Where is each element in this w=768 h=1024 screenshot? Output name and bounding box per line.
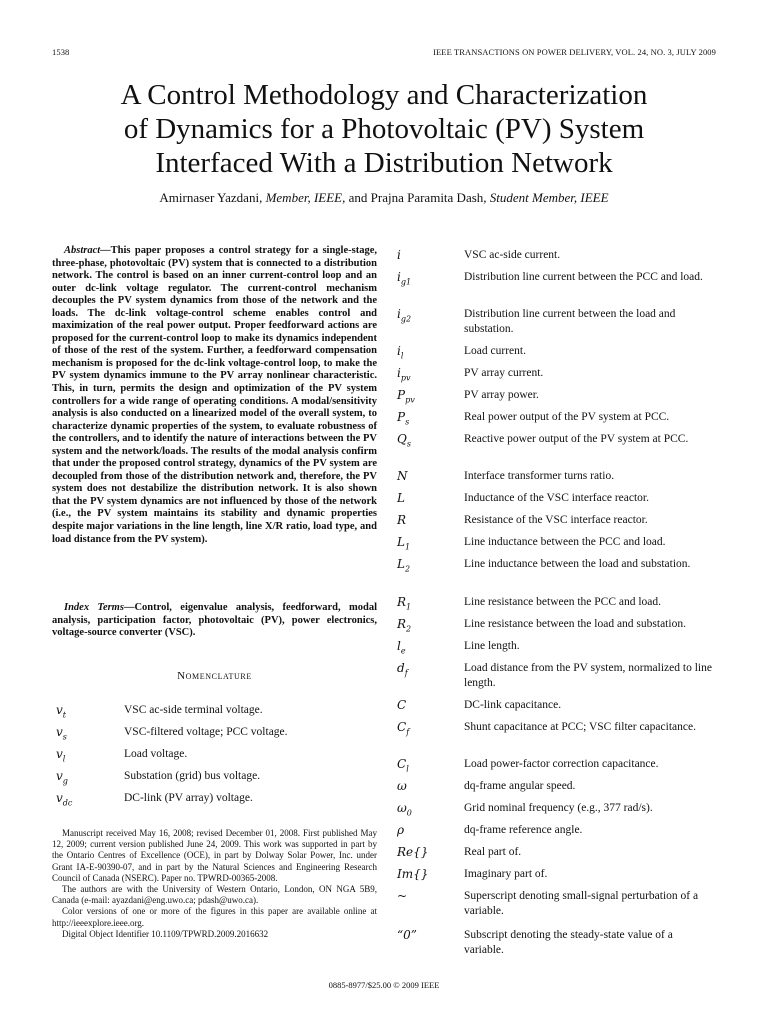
symbol-base: v <box>56 791 63 805</box>
nomenclature-description: Grid nominal frequency (e.g., 377 rad/s). <box>464 802 653 814</box>
symbol-subscript: pv <box>405 395 415 405</box>
nomenclature-symbol <box>56 747 65 766</box>
nomenclature-symbol <box>397 661 408 680</box>
symbol-base: Im{} <box>397 867 429 881</box>
nomenclature-description: Load distance from the PV system, normalized to line length. <box>464 662 712 689</box>
symbol-base: ρ <box>397 823 405 837</box>
nomenclature-description: PV array power. <box>464 389 539 401</box>
symbol-base: N <box>397 469 408 483</box>
symbol-base: i <box>397 344 401 358</box>
nomenclature-symbol <box>397 779 407 794</box>
symbol-base: ω <box>397 779 407 793</box>
author-name: Amirnaser Yazdani, <box>159 190 263 205</box>
author-membership: Student Member, IEEE <box>489 190 609 205</box>
symbol-base: i <box>397 366 401 380</box>
symbol-subscript: t <box>62 710 66 720</box>
symbol-base: P <box>397 410 406 424</box>
nomenclature-symbol <box>397 432 411 451</box>
nomenclature-description: Superscript denoting small-signal perturbation of a variable. <box>464 890 699 917</box>
page-number: 1538 <box>52 47 70 57</box>
nomenclature-description: Resistance of the VSC interface reactor. <box>464 514 648 526</box>
symbol-base: i <box>397 307 401 321</box>
symbol-base: ω <box>397 801 407 815</box>
nomenclature-symbol <box>397 639 406 658</box>
nomenclature-description: Line length. <box>464 640 520 652</box>
symbol-subscript: 2 <box>404 564 411 574</box>
author-name: Prajna Paramita Dash, <box>370 190 487 205</box>
nomenclature-description: Reactive power output of the PV system at PCC. <box>464 433 689 445</box>
nomenclature-description: Shunt capacitance at PCC; VSC filter capacitance. <box>464 721 696 733</box>
symbol-subscript: f <box>406 727 410 737</box>
nomenclature-description: Load current. <box>464 345 526 357</box>
symbol-base: L <box>397 557 405 571</box>
symbol-base: Re{} <box>397 845 429 859</box>
title-line: Interfaced With a Distribution Network <box>155 147 613 179</box>
symbol-base: R <box>397 595 407 609</box>
nomenclature-symbol <box>397 617 411 636</box>
symbol-subscript: 2 <box>406 624 412 634</box>
nomenclature-symbol <box>397 307 411 326</box>
symbol-base: R <box>397 513 407 527</box>
nomenclature-symbol <box>397 388 415 407</box>
symbol-subscript: f <box>404 668 408 678</box>
nomenclature-symbol <box>397 366 410 385</box>
nomenclature-symbol <box>56 769 68 788</box>
symbol-base: P <box>397 388 406 402</box>
nomenclature-symbol <box>397 513 406 528</box>
nomenclature-description: Line inductance between the PCC and load. <box>464 536 666 548</box>
nomenclature-symbol <box>397 248 401 263</box>
nomenclature-symbol <box>397 270 411 289</box>
nomenclature-symbol <box>397 845 428 860</box>
nomenclature-description: Real power output of the PV system at PCC. <box>464 411 670 423</box>
index-terms-text: —Control, eigenvalue analysis, feedforward, modal analysis, participation factor, photovoltaic (PV), power electronics, voltage-source converter (VSC). <box>52 602 377 639</box>
nomenclature-symbol <box>56 725 67 744</box>
nomenclature-symbol <box>397 491 405 506</box>
nomenclature-description: Line resistance between the load and substation. <box>464 618 686 630</box>
nomenclature-description: Interface transformer turns ratio. <box>464 470 615 482</box>
abstract <box>52 245 377 546</box>
symbol-base: C <box>397 698 407 712</box>
nomenclature-description: Subscript denoting the steady-state value of a variable. <box>464 929 673 956</box>
symbol-subscript: g <box>62 776 68 786</box>
symbol-base: ~ <box>397 889 408 903</box>
symbol-subscript: g1 <box>400 277 412 287</box>
nomenclature-description: Real part of. <box>464 846 522 858</box>
symbol-subscript: pv <box>400 373 411 383</box>
nomenclature-description: DC-link capacitance. <box>464 699 562 711</box>
nomenclature-symbol <box>397 698 406 713</box>
symbol-subscript: l <box>400 351 404 361</box>
nomenclature-symbol <box>397 823 404 838</box>
author-membership: Member, IEEE, <box>265 190 346 205</box>
symbol-base: Q <box>397 432 407 446</box>
nomenclature-description: Inductance of the VSC interface reactor. <box>464 492 649 504</box>
nomenclature-description: Line inductance between the load and substation. <box>464 558 691 570</box>
symbol-subscript: s <box>62 732 67 742</box>
abstract-text: —This paper proposes a control strategy for a single-stage, three-phase, photovoltaic (PV) system that is connected to a distribution network. The control is based on an inner current-control loop and an outer dc-link voltage regulator. The current-control mechanism decouples the PV system dynamics from those of the network and the loads. The dc-link voltage-control scheme enables control and maximization of the real power output. Proper feedforward actions are proposed for the current-control loop to make its dynamics independent of those of the rest of the system. Further, a feedforward compensation mechanism is proposed for the dc-link voltage-control loop, to make the PV system dynamics immune to the PV array nonlinear characteristic. This, in turn, permits the design and optimization of the PV system controllers for a wide range of operating conditions. A modal/sensitivity analysis is also conducted on a linearized model of the overall system, to characterize dynamic properties of the system, to evaluate robustness of the controllers, and to identify the nature of interactions between the PV system and the network/loads. The results of the modal analysis confirm that under the proposed control strategy, dynamics of the PV system are decoupled from those of the distribution network and, therefore, the PV system does not destabilize the distribution network. It is also shown that the PV system dynamics are not influenced by those of the network (i.e., the PV system maintains its stability and dynamic properties despite major variations in the line length, line X/R ratio, load type, and load distance from the PV system). <box>52 245 377 545</box>
symbol-subscript: l <box>62 754 66 764</box>
symbol-base: i <box>397 248 401 262</box>
nomenclature-heading: Nomenclature <box>177 670 252 682</box>
nomenclature-description: VSC ac-side terminal voltage. <box>124 704 263 716</box>
abstract-label: Abstract <box>64 245 101 256</box>
title-line: of Dynamics for a Photovoltaic (PV) System <box>123 113 645 145</box>
nomenclature-symbol <box>397 469 408 484</box>
title-line: A Control Methodology and Characterization <box>120 79 648 111</box>
footnote-affiliation: The authors are with the University of Western Ontario, London, ON NGA 5B9, Canada (e-mail: ayazdani@eng.uwo.ca; pdash@uwo.ca). <box>52 884 377 906</box>
nomenclature-description: DC-link (PV array) voltage. <box>124 792 253 804</box>
nomenclature-symbol <box>397 557 410 576</box>
symbol-base: R <box>397 617 407 631</box>
index-terms-label: Index Terms <box>64 602 124 613</box>
nomenclature-description: Line resistance between the PCC and load. <box>464 596 662 608</box>
nomenclature-description: VSC-filtered voltage; PCC voltage. <box>124 726 288 738</box>
paper-title <box>40 78 728 180</box>
nomenclature-symbol <box>397 801 412 820</box>
symbol-base: C <box>397 720 407 734</box>
footnote-manuscript: Manuscript received May 16, 2008; revised December 01, 2008. First published May 12, 2009; current version published June 24, 2009. This work was supported in part by the Ontario Centres of Excellence (OCE), in part by Dolway Solar Power, Inc. under Grant IA-E-90390-07, and in part by the Natural Sciences and Engineering Research Council of Canada (NSERC). Paper no. TPWRD-00365-2008. <box>52 828 377 883</box>
running-header <box>52 47 716 59</box>
author-line <box>40 190 728 206</box>
first-page-footnote <box>52 828 377 940</box>
nomenclature-symbol <box>397 720 409 739</box>
nomenclature-description: VSC ac-side current. <box>464 249 561 261</box>
symbol-base: C <box>397 757 407 771</box>
symbol-subscript: dc <box>62 798 73 808</box>
nomenclature-symbol <box>397 757 409 776</box>
nomenclature-symbol <box>397 535 410 554</box>
author-joiner: and <box>348 190 368 205</box>
nomenclature-symbol <box>397 867 428 882</box>
index-terms <box>52 602 377 640</box>
symbol-base: d <box>397 661 405 675</box>
symbol-subscript: 1 <box>404 542 411 552</box>
nomenclature-description: dq-frame angular speed. <box>464 780 576 792</box>
symbol-subscript: e <box>400 646 406 656</box>
footnote-doi: Digital Object Identifier 10.1109/TPWRD.2009.2016632 <box>62 928 269 939</box>
symbol-subscript: s <box>405 417 410 427</box>
symbol-base: L <box>397 491 405 505</box>
symbol-base: L <box>397 535 405 549</box>
symbol-base: v <box>56 703 63 717</box>
nomenclature-description: Load voltage. <box>124 748 188 760</box>
nomenclature-symbol <box>397 928 417 943</box>
nomenclature-symbol <box>56 791 72 810</box>
copyright-code: 0885-8977/$25.00 © 2009 IEEE <box>328 980 440 990</box>
symbol-base: “0” <box>397 928 417 942</box>
symbol-subscript: s <box>406 439 411 449</box>
nomenclature-symbol <box>397 889 407 904</box>
nomenclature-description: Substation (grid) bus voltage. <box>124 770 261 782</box>
left-column <box>52 245 377 639</box>
journal-citation: IEEE TRANSACTIONS ON POWER DELIVERY, VOL. 24, NO. 3, JULY 2009 <box>433 47 716 57</box>
symbol-subscript: g2 <box>400 314 412 324</box>
symbol-subscript: l <box>406 764 409 774</box>
symbol-subscript: 1 <box>406 602 412 612</box>
nomenclature-symbol <box>397 410 409 429</box>
nomenclature-description: Distribution line current between the PCC and load. <box>464 271 703 283</box>
symbol-base: i <box>397 270 401 284</box>
nomenclature-symbol <box>56 703 66 722</box>
footnote-color-note: Color versions of one or more of the figures in this paper are available online at http://ieeexplore.ieee.org. <box>52 906 377 928</box>
symbol-base: v <box>56 725 63 739</box>
symbol-base: l <box>397 639 401 653</box>
nomenclature-description: dq-frame reference angle. <box>464 824 583 836</box>
symbol-base: v <box>56 769 63 783</box>
symbol-base: v <box>56 747 63 761</box>
nomenclature-description: Distribution line current between the load and substation. <box>464 308 676 335</box>
nomenclature-symbol <box>397 595 411 614</box>
nomenclature-description: Imaginary part of. <box>464 868 548 880</box>
symbol-subscript: 0 <box>406 808 412 818</box>
nomenclature-description: PV array current. <box>464 367 544 379</box>
nomenclature-symbol <box>397 344 403 363</box>
nomenclature-description: Load power-factor correction capacitance. <box>464 758 659 770</box>
